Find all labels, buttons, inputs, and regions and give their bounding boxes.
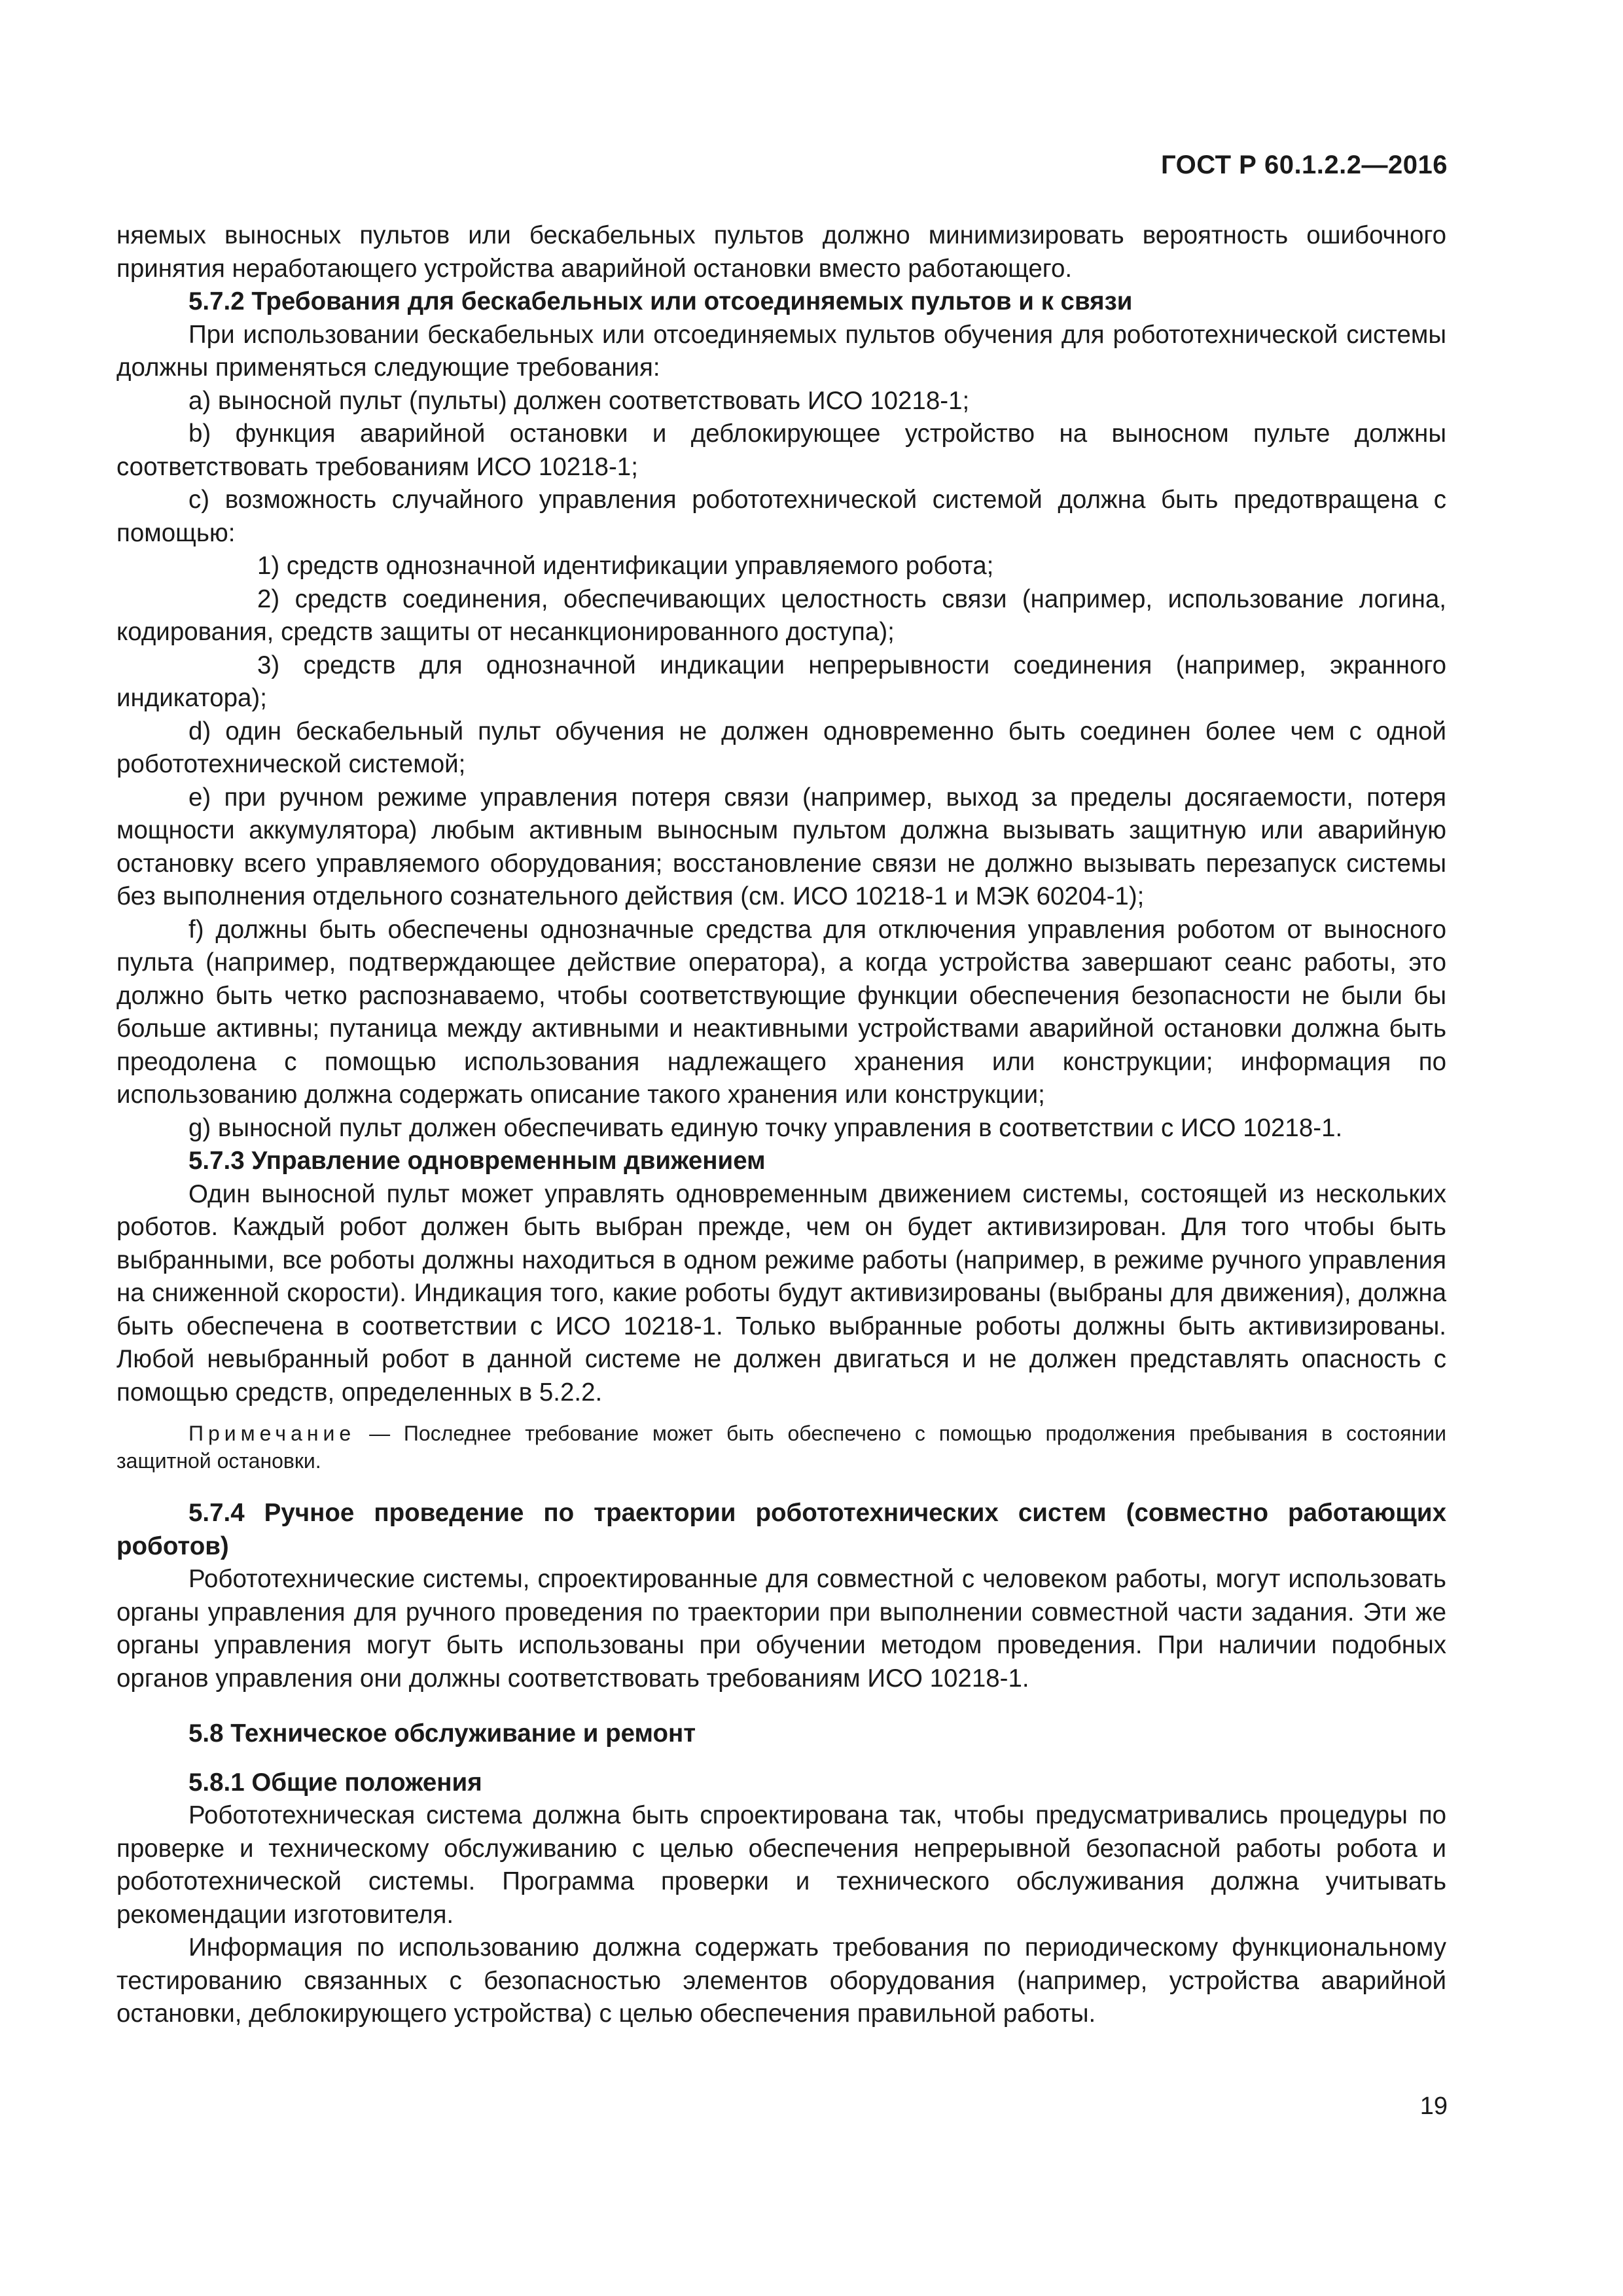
heading-5-7-3: 5.7.3 Управление одновременным движением	[188, 1147, 766, 1175]
note-text: — Последнее требование может быть обеспечено с помощью продолжения пребывания в состоянии защитной остановки.	[116, 1422, 1446, 1473]
list-item-g: g) выносной пульт должен обеспечивать единую точку управления в соответствии с ИСО 10218-1.	[188, 1113, 1343, 1142]
list-item-c3: 3) средств для однозначной индикации непрерывности соединения (например, экранного индикатора);	[116, 651, 1446, 712]
paragraph-5-8-1-a: Робототехническая система должна быть спроектирована так, чтобы предусматривались процедуры по проверке и техническому обслуживанию с целью обеспечения непрерывной безопасной работы робота и робототехнической системы. Программа проверки и технического обслуживания должна учитывать рекомендации изготовителя.	[116, 1801, 1446, 1929]
document-header-id: ГОСТ Р 60.1.2.2—2016	[1160, 151, 1448, 179]
list-item-e: e) при ручном режиме управления потеря связи (например, выход за пределы досягаемости, потеря мощности аккумулятора) любым активным выносным пультом должна вызывать защитную или аварийную остановку всего управляемого оборудования; восстановление связи не должно вызывать перезапуск системы без выполнения отдельного сознательного действия (см. ИСО 10218-1 и МЭК 60204-1);	[116, 783, 1446, 910]
page-number: 19	[1419, 2092, 1448, 2120]
document-body	[116, 219, 1446, 2031]
heading-5-8-1: 5.8.1 Общие положения	[188, 1768, 482, 1797]
list-item-f: f) должны быть обеспечены однозначные средства для отключения управления роботом от выносного пульта (например, подтверждающее действие оператора), а когда устройства завершают сеанс работы, это должно быть четко распознаваемо, чтобы соответствующие функции обеспечения безопасности не были бы больше активны; путаница между активными и неактивными устройствами аварийной остановки должна быть преодолена с помощью использования надлежащего хранения или конструкции; информация по использованию должна содержать описание такого хранения или конструкции;	[116, 915, 1446, 1109]
heading-5-8: 5.8 Техническое обслуживание и ремонт	[188, 1719, 696, 1748]
list-item-c2: 2) средств соединения, обеспечивающих целостность связи (например, использование логина, кодирования, средств защиты от несанкционированного доступа);	[116, 584, 1446, 646]
note	[116, 1420, 1446, 1475]
list-item-d: d) один бескабельный пульт обучения не должен одновременно быть соединен более чем с одной робототехнической системой;	[116, 717, 1446, 778]
note-label: Примечание	[188, 1422, 356, 1445]
list-item-c: c) возможность случайного управления робототехнической системой должна быть предотвращена с помощью:	[116, 486, 1446, 547]
list-item-b: b) функция аварийной остановки и деблокирующее устройство на выносном пульте должны соответствовать требованиям ИСО 10218-1;	[116, 420, 1446, 481]
list-item-c1: 1) средств однозначной идентификации управляемого робота;	[257, 552, 994, 580]
paragraph-5-8-1-b: Информация по использованию должна содержать требования по периодическому функциональному тестированию связанных с безопасностью элементов оборудования (например, устройства аварийной остановки, деблокирующего устройства) с целью обеспечения правильной работы.	[116, 1933, 1446, 2028]
paragraph-5-7-4: Робототехнические системы, спроектированные для совместной с человеком работы, могут использовать органы управления для ручного проведения по траектории при выполнении совместной части задания. Эти же органы управления могут быть использованы при обучении методом проведения. При наличии подобных органов управления они должны соответствовать требованиям ИСО 10218-1.	[116, 1565, 1446, 1693]
paragraph-continuation: няемых выносных пультов или бескабельных пультов должно минимизировать вероятность ошибочного принятия неработающего устройства аварийной остановки вместо работающего.	[116, 221, 1446, 283]
list-item-a: а) выносной пульт (пульты) должен соответствовать ИСО 10218-1;	[188, 386, 970, 415]
paragraph-5-7-3: Один выносной пульт может управлять одновременным движением системы, состоящей из нескольких роботов. Каждый робот должен быть выбран прежде, чем он будет активизирован. Для того чтобы быть выбранными, все роботы должны находиться в одном режиме работы (например, в режиме ручного управления на сниженной скорости). Индикация того, какие роботы будут активизированы (выбраны для движения), должна быть обеспечена в соответствии с ИСО 10218-1. Только выбранные роботы должны быть активизированы. Любой невыбранный робот в данной системе не должен двигаться и не должен представлять опасность с помощью средств, определенных в 5.2.2.	[116, 1179, 1446, 1407]
heading-5-7-2: 5.7.2 Требования для бескабельных или отсоединяемых пультов и к связи	[188, 287, 1133, 315]
paragraph-5-7-2-intro: При использовании бескабельных или отсоединяемых пультов обучения для робототехнической системы должны применяться следующие требования:	[116, 320, 1446, 382]
heading-5-7-4: 5.7.4 Ручное проведение по траектории робототехнических систем (совместно работающих роботов)	[116, 1499, 1446, 1560]
